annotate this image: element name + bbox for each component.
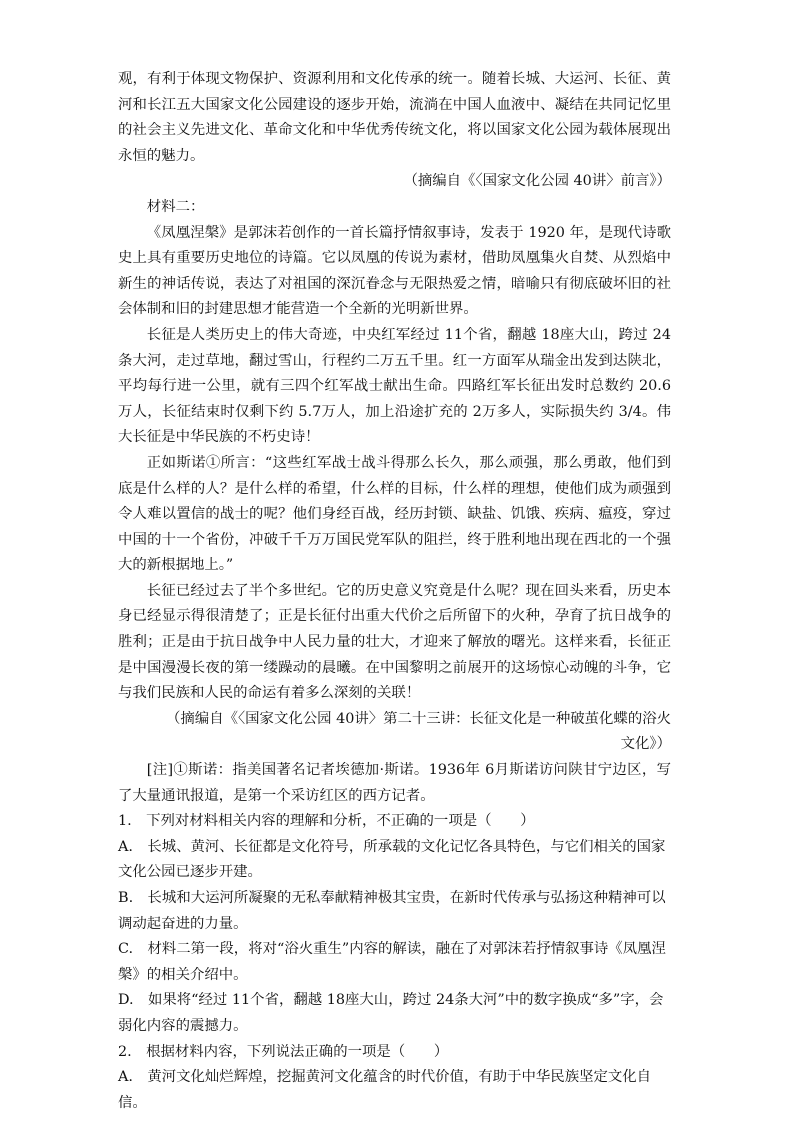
question-1-option-c: C. 材料二第一段，将对“浴火重生”内容的解读，融在了对郭沫若抒情叙事诗《凤凰涅槃》的相关介绍中。: [118, 941, 666, 983]
document-page: [118, 67, 671, 1116]
question-1-option-d: D. 如果将“经过 11个省，翻越 18座大山，跨过 24条大河”中的数字换成“多”字，会弱化内容的震撼力。: [118, 992, 664, 1034]
footnote: [注]①斯诺：指美国著名记者埃德加·斯诺。1936年 6月斯诺访问陕甘宁边区，写了大量通讯报道，是第一个采访红区的西方记者。: [118, 762, 671, 804]
material2-paragraph-1: 《凤凰涅槃》是郭沫若创作的一首长篇抒情叙事诗，发表于 1920 年，是现代诗歌史上具有重要历史地位的诗篇。它以凤凰的传说为素材，借助凤凰集火自焚、从烈焰中新生的神话传说，表达了对祖国的深沉眷念与无限热爱之情，暗喻只有彻底破坏旧的社会体制和旧的封建思想才能营造一个全新的光明新世界。: [118, 224, 671, 318]
question-2: 2. 根据材料内容，下列说法正确的一项是（ ）: [118, 1043, 449, 1060]
material2-paragraph-2: 长征是人类历史上的伟大奇迹，中央红军经过 11个省，翻越 18座大山，跨过 24条大河，走过草地，翻过雪山，行程约二万五千里。红一方面军从瑞金出发到达陕北，平均每行进一公里，就有三四个红军战士献出生命。四路红军长征出发时总数约 20.6万人，长征结束时仅剩下约 5.7万人，加上沿途扩充的 2万多人，实际损失约 3/4。伟大长征是中华民族的不朽史诗！: [118, 326, 671, 446]
source-citation-1: （摘编自《〈国家文化公园 40讲〉前言》）: [403, 173, 671, 190]
question-2-option-a: A. 黄河文化灿烂辉煌，挖掘黄河文化蕴含的时代价值，有助于中华民族坚定文化自信。: [118, 1069, 652, 1111]
question-1-option-b: B. 长城和大运河所凝聚的无私奉献精神极其宝贵，在新时代传承与弘扬这种精神可以调动起奋进的力量。: [118, 890, 666, 932]
question-1: 1. 下列对材料相关内容的理解和分析，不正确的一项是（ ）: [118, 813, 535, 830]
source-citation-2: （摘编自《〈国家文化公园 40讲〉第二十三讲：长征文化是一种破茧化蝶的浴火文化》）: [166, 710, 671, 753]
material2-paragraph-4: 长征已经过去了半个多世纪。它的历史意义究竟是什么呢？现在回头来看，历史本身已经显示得很清楚了；正是长征付出重大代价之后所留下的火种，孕育了抗日战争的胜利；正是由于抗日战争中人民力量的壮大，才迎来了解放的曙光。这样来看，长征正是中国漫漫长夜的第一缕躁动的晨曦。在中国黎明之前展开的这场惊心动魄的斗争，它与我们民族和人民的命运有着多么深刻的关联！: [118, 582, 671, 702]
material2-paragraph-3: 正如斯诺①所言：“这些红军战士战斗得那么长久，那么顽强，那么勇敢，他们到底是什么样的人？是什么样的希望，什么样的目标，什么样的理想，使他们成为顽强到令人难以置信的战士的呢？他们身经百战，经历封锁、缺盐、饥饿、疾病、瘟疫，穿过中国的十一个省份，冲破千千万万国民党军队的阻拦，终于胜利地出现在西北的一个强大的新根据地上。”: [118, 454, 671, 574]
material1-ending: 观，有利于体现文物保护、资源利用和文化传承的统一。随着长城、大运河、长征、黄河和长江五大国家文化公园建设的逐步开始，流淌在中国人血液中、凝结在共同记忆里的社会主义先进文化、革命文化和中华优秀传统文化，将以国家文化公园为载体展现出永恒的魅力。: [118, 71, 671, 164]
question-1-option-a: A. 长城、黄河、长征都是文化符号，所承载的文化记忆各具特色，与它们相关的国家文化公园已逐步开建。: [118, 838, 666, 881]
material2-title: 材料二：: [146, 198, 205, 215]
